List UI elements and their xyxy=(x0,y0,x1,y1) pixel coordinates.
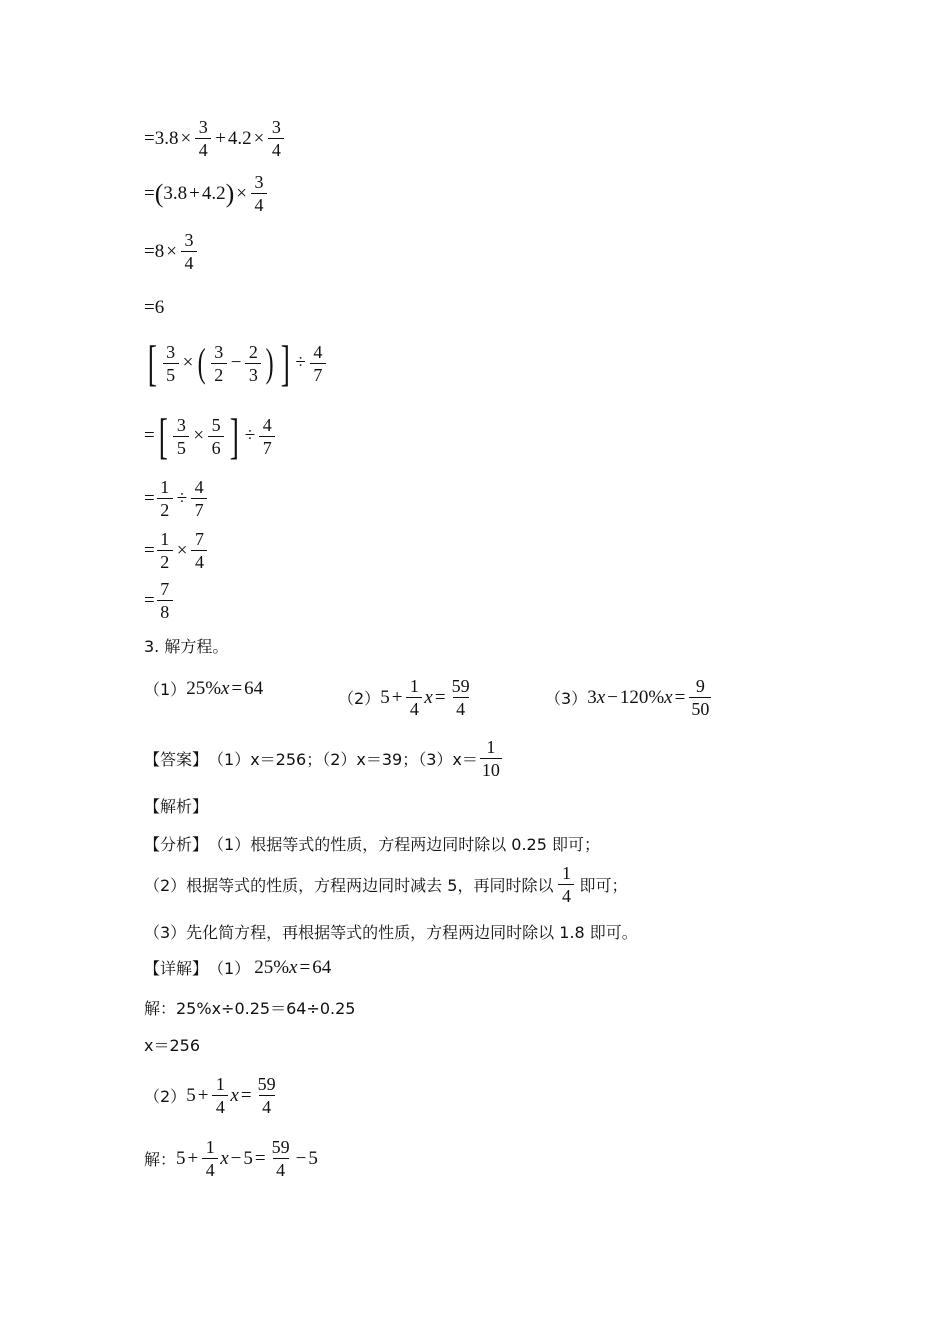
fraction: $\frac{1}{4}$ xyxy=(406,677,422,718)
fraction: $\frac{9}{50}$ xyxy=(691,676,710,719)
fraction: $\frac{1}{4}$ xyxy=(202,1138,218,1179)
fraction: $\frac{1}{4}$ xyxy=(212,1075,228,1116)
answer-tag: 【答案】 xyxy=(144,750,209,769)
analysis-line-3: （3）先化简方程，再根据等式的性质，方程两边同时除以 1.8 即可。 xyxy=(144,923,638,942)
step-line-9: = $\frac{7}{8}$ xyxy=(144,580,175,621)
fraction: $\frac{4}{7}$ xyxy=(310,343,326,384)
expression-line-5: [ $\frac{3}{5}$ × ( $\frac{3}{2}$ − $\frac{2}{3}$ ) ] ÷ $\frac{4}{7}$ xyxy=(144,338,328,388)
fraction: $\frac{7}{4}$ xyxy=(191,530,207,571)
fraction: $\frac{2}{3}$ xyxy=(245,343,261,384)
fraction: $\frac{3}{4}$ xyxy=(268,118,284,159)
equation-1: （1） 25% x = 64 xyxy=(144,677,264,699)
fraction: $\frac{59}{4}$ xyxy=(451,676,470,719)
fraction: $\frac{59}{4}$ xyxy=(257,1074,276,1117)
fraction: $\frac{4}{7}$ xyxy=(259,416,275,457)
fraction: $\frac{5}{6}$ xyxy=(208,416,224,457)
question-title: 3. 解方程。 xyxy=(144,637,229,656)
fraction: $\frac{3}{2}$ xyxy=(211,343,227,384)
step-line-8: = $\frac{1}{2}$ × $\frac{7}{4}$ xyxy=(144,530,209,571)
detail-line-1: 【详解】 （1） 25% x = 64 xyxy=(144,956,332,978)
fraction: $\frac{3}{4}$ xyxy=(195,118,211,159)
equation-2: （2） 5 + $\frac{1}{4}$ x = $\frac{59}{4}$ xyxy=(338,676,470,719)
fraction: $\frac{1}{4}$ xyxy=(558,864,574,905)
step-line-2: = ( 3.8 + 4.2 ) × $\frac{3}{4}$ xyxy=(144,173,269,214)
fraction: $\frac{1}{2}$ xyxy=(157,478,173,519)
fraction: $\frac{3}{5}$ xyxy=(163,343,179,384)
detail-equation-2: （2） 5 + $\frac{1}{4}$ x = $\frac{59}{4}$ xyxy=(144,1074,276,1117)
detail-solve-1: 解：25%x÷0.25＝64÷0.25 xyxy=(144,999,356,1018)
fraction: $\frac{1}{10}$ xyxy=(481,737,500,780)
equation-3: （3） 3 x − 120% x = $\frac{9}{50}$ xyxy=(545,676,710,719)
fraction: $\frac{7}{8}$ xyxy=(157,580,173,621)
analysis-line-2: （2）根据等式的性质，方程两边同时减去 5，再同时除以 $\frac{1}{4}$ 即可； xyxy=(144,863,628,906)
fraction: $\frac{4}{7}$ xyxy=(191,478,207,519)
analysis-tag: 【解析】 xyxy=(144,797,209,816)
fraction: $\frac{3}{4}$ xyxy=(181,231,197,272)
step-line-3: = 8 × $\frac{3}{4}$ xyxy=(144,231,199,272)
fraction: $\frac{1}{2}$ xyxy=(157,530,173,571)
answer-line: 【答案】 （1）x＝256；（2）x＝39；（3）x＝ $\frac{1}{10}$ xyxy=(144,737,500,780)
step-line-4: = 6 xyxy=(144,297,165,318)
fraction: $\frac{3}{5}$ xyxy=(173,416,189,457)
analysis-line-1: 【分析】 （1）根据等式的性质，方程两边同时除以 0.25 即可； xyxy=(144,835,600,854)
detail-result-1: x＝256 xyxy=(144,1036,201,1055)
fraction: $\frac{59}{4}$ xyxy=(271,1137,290,1180)
step-line-6: = [ $\frac{3}{5}$ × $\frac{5}{6}$ ] ÷ $\frac{4}{7}$ xyxy=(144,411,277,461)
fraction: $\frac{3}{4}$ xyxy=(251,173,267,214)
step-line-7: = $\frac{1}{2}$ ÷ $\frac{4}{7}$ xyxy=(144,478,209,519)
detail-solve-2: 解： 5 + $\frac{1}{4}$ x − 5 = $\frac{59}{4}$ − 5 xyxy=(144,1137,318,1180)
step-line-1: = 3.8 × $\frac{3}{4}$ + 4.2 × $\frac{3}{4}$ xyxy=(144,118,286,159)
